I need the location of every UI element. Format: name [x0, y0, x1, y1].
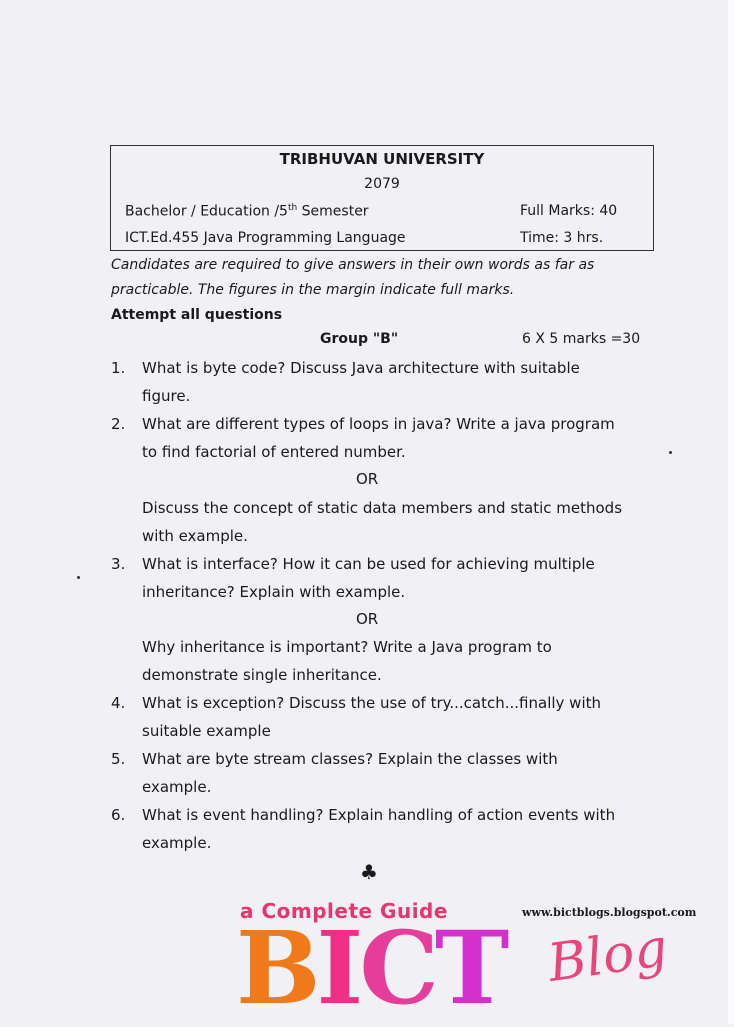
course-program-text: Bachelor / Education /5: [125, 203, 288, 220]
course-program-semester: Semester: [297, 203, 369, 220]
instruction-line-1: Candidates are required to give answers in their own words as far as: [111, 257, 595, 273]
question-5-line-2: example.: [142, 778, 212, 796]
bict-letter-c: C: [359, 909, 435, 1027]
question-2-line-1: What are different types of loops in java? Write a java program: [142, 415, 615, 433]
footer-guide-tagline: a Complete Guide: [240, 899, 448, 923]
exam-header-box: [110, 145, 654, 251]
question-4-line-2: suitable example: [142, 722, 271, 740]
attempt-all-heading: Attempt all questions: [111, 307, 283, 323]
question-1-text: [142, 354, 580, 410]
instruction-line-2: practicable. The figures in the margin indicate full marks.: [111, 282, 515, 298]
group-marks: 6 X 5 marks =30: [522, 331, 641, 347]
question-4-number: 4.: [111, 694, 126, 712]
bict-letter-t: T: [434, 909, 506, 1027]
question-4-text: [142, 689, 601, 745]
question-2-text: [142, 410, 615, 466]
question-1-number: 1.: [111, 359, 126, 377]
question-5-number: 5.: [111, 750, 126, 768]
footer-blog-url[interactable]: www.bictblogs.blogspot.com: [522, 906, 697, 919]
question-2-number: 2.: [111, 415, 126, 433]
scan-speck: [77, 576, 80, 579]
bict-letter-i: I: [316, 909, 360, 1027]
blog-script-logo: Blog: [544, 917, 672, 995]
question-2-alt-text: [142, 494, 622, 550]
question-3-number: 3.: [111, 555, 126, 573]
question-4-line-1: What is exception? Discuss the use of try...catch...finally with: [142, 694, 602, 712]
page-edge: [728, 0, 734, 1024]
question-2-alt-line-1: Discuss the concept of static data members and static methods: [142, 499, 623, 517]
course-program: [125, 203, 369, 220]
question-6-number: 6.: [111, 806, 126, 824]
question-2-alt-line-2: with example.: [142, 527, 248, 545]
scan-speck: [669, 451, 672, 454]
exam-time: Time: 3 hrs.: [520, 230, 604, 246]
question-2-or: OR: [356, 470, 379, 488]
question-3-line-1: What is interface? How it can be used for achieving multiple: [142, 555, 595, 573]
full-marks: Full Marks: 40: [520, 203, 618, 219]
question-5-line-1: What are byte stream classes? Explain the classes with: [142, 750, 558, 768]
question-1-line-1: What is byte code? Discuss Java architecture with suitable: [142, 359, 580, 377]
question-6-text: [142, 801, 615, 857]
question-3-text: [142, 550, 595, 606]
bict-letter-b: B: [236, 909, 317, 1027]
question-3-line-2: inheritance? Explain with example.: [142, 583, 406, 601]
question-3-alt-line-2: demonstrate single inheritance.: [142, 666, 382, 684]
question-3-alt-text: [142, 633, 552, 689]
question-5-text: [142, 745, 558, 801]
question-6-line-1: What is event handling? Explain handling of action events with: [142, 806, 616, 824]
group-title: Group "B": [320, 331, 399, 347]
question-1-line-2: figure.: [142, 387, 191, 405]
course-program-sup: th: [287, 203, 298, 213]
university-name: TRIBHUVAN UNIVERSITY: [279, 150, 485, 168]
club-end-icon: ♣: [360, 860, 378, 884]
question-6-line-2: example.: [142, 834, 212, 852]
question-2-line-2: to find factorial of entered number.: [142, 443, 406, 461]
question-3-alt-line-1: Why inheritance is important? Write a Java program to: [142, 638, 552, 656]
course-code: ICT.Ed.455 Java Programming Language: [125, 230, 406, 246]
exam-year: 2079: [364, 176, 400, 192]
question-3-or: OR: [356, 610, 379, 628]
